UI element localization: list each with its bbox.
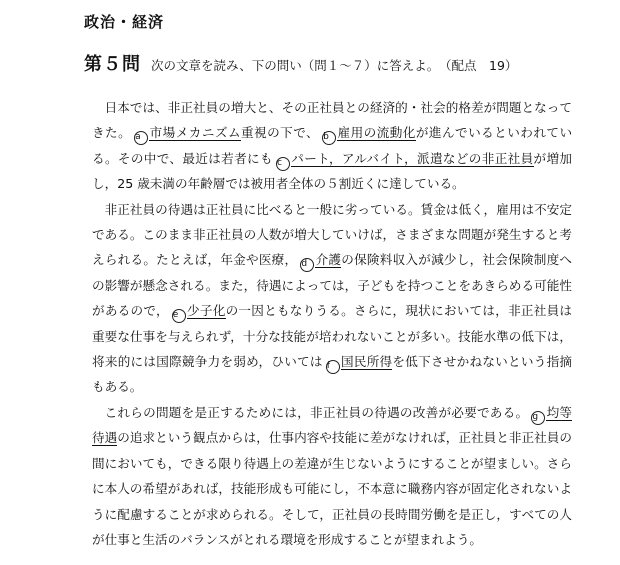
marker-a: a <box>134 131 148 145</box>
paragraph-2 <box>92 197 572 400</box>
underlined-term-d: 介護 <box>315 252 342 268</box>
passage-text: 非正社員の待遇は正社員に比べると一般に劣っている。賃金は低く，雇用は不安定である。このまま非正社員の人数が増大していけば，さまざまな問題が発生すると考えられる。たとえば，年金や医療， <box>92 201 572 268</box>
underlined-term-f: 国民所得 <box>340 354 393 370</box>
question-header <box>84 50 517 76</box>
passage-text: を低下させかねないという指摘もある。 <box>92 354 573 395</box>
passage-text: 重視の下で、 <box>241 125 320 141</box>
subject-title: 政治・経済 <box>84 13 165 31</box>
paragraph-3 <box>92 400 572 552</box>
passage-text: 日本では、非正社員の増大と、その正社員との経済的・社会的格差が問題となってきた。 <box>92 100 572 141</box>
marker-b: b <box>322 131 336 145</box>
marker-e: e <box>172 309 186 323</box>
passage-text: の保険料収入が減少し，社会保険制度への影響が懸念される。また，待遇によっては，子どもを持つことをあきらめる可能性があるので， <box>92 252 573 319</box>
passage-text: これらの問題を是正するためには，非正社員の待遇の改善が必要である。 <box>104 404 529 420</box>
underlined-term-b: 雇用の流動化 <box>337 125 416 141</box>
passage-text: が進んでいるといわれている。その中で、最近は若者にも <box>92 125 573 166</box>
marker-c: c <box>276 157 290 171</box>
question-instruction: 次の文章を読み、下の問い（問１～７）に答えよ。 <box>151 58 440 73</box>
passage-text: が増加し，25 歳未満の年齢層では被用者全体の５割近くに達している。 <box>92 150 573 192</box>
question-score: （配点 19） <box>445 58 518 73</box>
passage-text: の一因ともなりうる。さらに，現状においては，非正社員は重要な仕事を与えられず，十分な技能が培われないことが多い。技能水準の低下は，将来的には国際競争力を弱め，ひいては <box>92 303 573 370</box>
marker-d: d <box>300 258 314 272</box>
passage-text: の追求という観点からは，仕事内容や技能に差がなければ，正社員と非正社員の間においても，できる限り待遇上の差違が生じないようにすることが望ましい。さらに本人の希望があれば，技能形成も可能にし，不本意に職務内容が固定化されないように配慮することが求められる。そして，正社員の長時間労働を是正し，すべての人が仕事と生活のバランスがとれる環境を形成することが望まれよう。 <box>92 430 573 547</box>
underlined-term-a: 市場メカニズム <box>149 125 241 141</box>
marker-f: f <box>326 360 340 374</box>
paragraph-1 <box>92 95 572 197</box>
underlined-term-e: 少子化 <box>186 303 226 319</box>
underlined-term-g: 均等待遇 <box>92 404 573 446</box>
question-number: 第５問 <box>84 54 141 75</box>
marker-g: g <box>531 411 545 425</box>
passage <box>92 95 572 552</box>
underlined-term-c: パート，アルバイト，派遣などの非正社員 <box>290 150 534 166</box>
